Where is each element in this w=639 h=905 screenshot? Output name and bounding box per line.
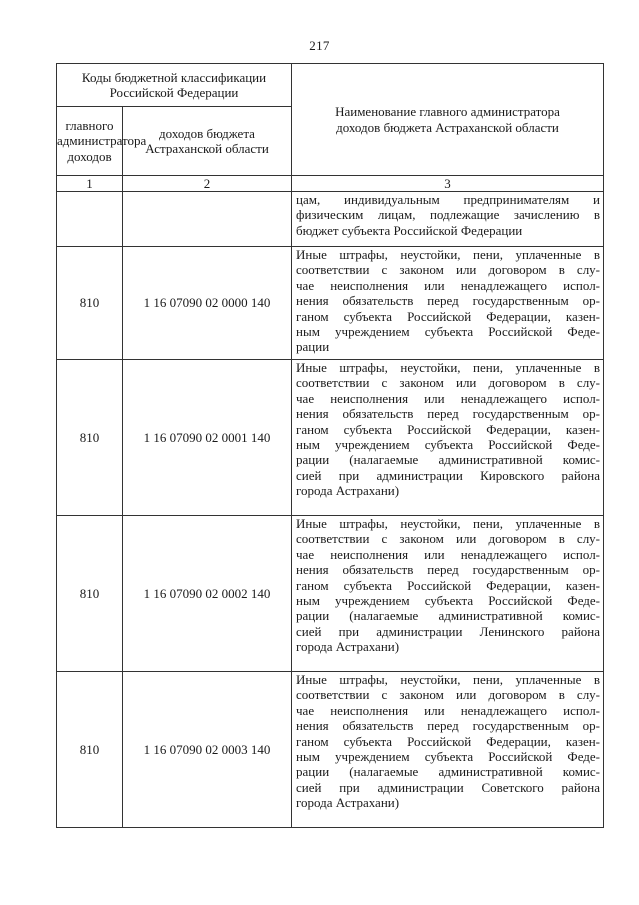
column-number-3: 3 [292,176,604,192]
description-line: чае неисполнения или ненадлежащего испол- [296,702,601,718]
table-body [57,192,604,828]
description-cell [292,516,604,672]
description-line: ганом субъекта Российской Федерации, казен- [296,308,601,324]
description-line: нения обязательств перед государственным ор- [296,293,601,309]
description-line: Иные штрафы, неустойки, пени, уплаченные в [296,247,601,262]
description-line: Иные штрафы, неустойки, пени, уплаченные в [296,360,601,375]
description-line: нения обязательств перед государственным ор- [296,562,601,578]
description-cell [292,672,604,828]
description-cell [292,192,604,247]
description-line: ганом субъекта Российской Федерации, казен- [296,733,601,749]
table-row [57,192,604,247]
description-line: цам, индивидуальным предпринимателям и [296,192,601,207]
description-line: сией при администрации Кировского района [296,467,601,483]
income-column-header: доходов бюджета Астраханской области [123,107,292,176]
description-line: города Астрахани) [296,639,400,655]
admin-code-cell: 810 [57,672,123,828]
description-line: чае неисполнения или ненадлежащего испол- [296,277,601,293]
name-column-header: Наименование главного администратора доходов бюджета Астраханской области [292,64,604,176]
admin-code-cell: 810 [57,360,123,516]
description-cell [292,247,604,360]
income-code-cell [123,192,292,247]
description-cell [292,360,604,516]
budget-classification-table [56,63,604,828]
table-row [57,516,604,672]
income-code-cell: 1 16 07090 02 0001 140 [123,360,292,516]
admin-code-cell: 810 [57,516,123,672]
description-line: ным учреждением субъекта Российской Феде- [296,324,601,340]
description-line: соответствии с законом или договором в слу- [296,687,601,703]
description-line: физическим лицам, подлежащие зачислению в [296,207,601,223]
page-number: 217 [309,38,330,53]
income-code-cell: 1 16 07090 02 0002 140 [123,516,292,672]
description-line: ным учреждением субъекта Российской Феде- [296,437,601,453]
description-line: ным учреждением субъекта Российской Феде- [296,749,601,765]
description-line: рации (налагаемые административной комис- [296,452,601,468]
description-line: бюджет субъекта Российской Федерации [296,222,523,238]
description-line: соответствии с законом или договором в слу- [296,262,601,278]
column-number-2: 2 [123,176,292,192]
description-line: рации (налагаемые административной комис- [296,608,601,624]
description-line: соответствии с законом или договором в слу- [296,531,601,547]
table-row [57,360,604,516]
description-line: ганом субъекта Российской Федерации, казен- [296,577,601,593]
description-line: сией при администрации Советского района [296,779,601,795]
column-number-1: 1 [57,176,123,192]
codes-group-header: Коды бюджетной классификации Российской Федерации [57,64,292,107]
admin-code-cell [57,192,123,247]
description-line: рации [296,339,330,355]
description-line: чае неисполнения или ненадлежащего испол- [296,390,601,406]
admin-code-cell: 810 [57,247,123,360]
description-line: нения обязательств перед государственным ор- [296,718,601,734]
description-line: соответствии с законом или договором в слу- [296,375,601,391]
income-code-cell: 1 16 07090 02 0003 140 [123,672,292,828]
description-line: города Астрахани) [296,795,400,811]
table-row [57,247,604,360]
description-line: Иные штрафы, неустойки, пени, уплаченные в [296,516,601,531]
income-code-cell: 1 16 07090 02 0000 140 [123,247,292,360]
description-line: города Астрахани) [296,483,400,499]
description-line: нения обязательств перед государственным ор- [296,406,601,422]
description-line: сией при администрации Ленинского района [296,623,601,639]
table-row [57,672,604,828]
description-line: ным учреждением субъекта Российской Феде- [296,593,601,609]
description-line: чае неисполнения или ненадлежащего испол- [296,546,601,562]
description-line: ганом субъекта Российской Федерации, казен- [296,421,601,437]
description-line: рации (налагаемые административной комис- [296,764,601,780]
admin-column-header: главного администратора доходов [57,107,123,176]
description-line: Иные штрафы, неустойки, пени, уплаченные в [296,672,601,687]
